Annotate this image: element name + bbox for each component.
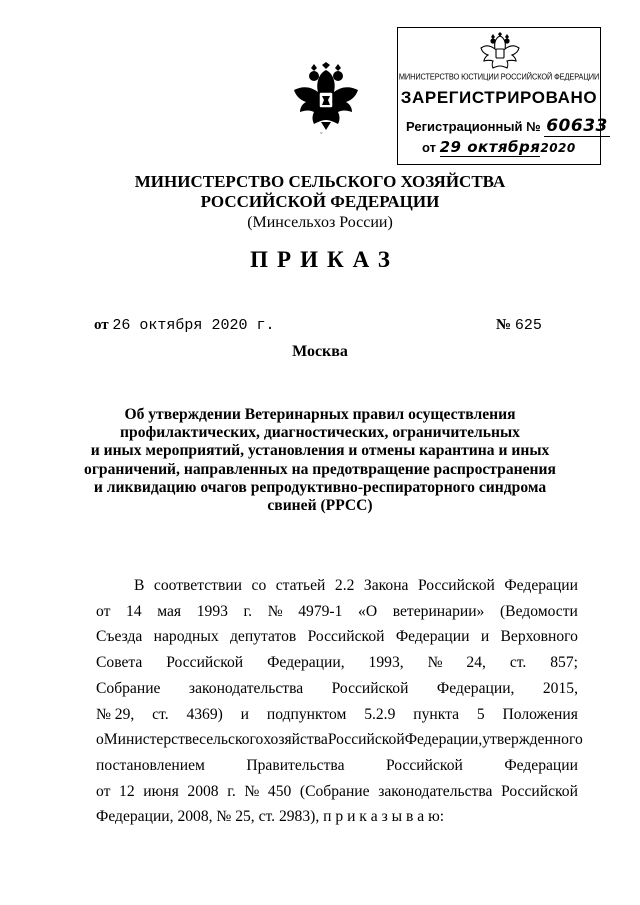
body-word: 2.2 [334,577,355,594]
body-word: № [427,654,443,672]
body-word: Совета [96,654,143,672]
body-word: В [134,577,145,594]
body-word: 4979-1 [298,602,343,620]
body-line [96,599,578,625]
title-line: свиней (РРСС) [267,497,373,515]
registration-stamp [397,27,608,165]
body-word: утвержденного [482,731,583,749]
emblem-mark: ˇ [320,131,323,140]
title-line: ограничений, направленных на предотвращение распространения [84,460,556,478]
body-word: Федерации [504,577,578,594]
body-word: Российской [501,782,578,800]
body-word: Положения [502,705,578,723]
body-word: г. [243,602,253,620]
body-word: законодательства [188,679,304,697]
body-word: июня [143,782,179,800]
body-line [96,702,578,728]
body-word: 5.2.9 [364,705,396,723]
body-word: сельского [199,731,264,749]
body-word: от [96,782,111,800]
body-word: народных [153,628,219,646]
body-word: хозяйства [263,731,328,749]
title-line: и иных мероприятий, установления и отмены карантина и иных [90,442,550,460]
body-word: Федерации, [436,679,515,697]
body-word: Российской [331,679,409,697]
body-word: со [251,577,267,594]
document-type: ПРИКАЗ [250,247,399,272]
body-word: Федерации, 2008, № 25, ст. 2983), п р и к а з ы в а ю: [96,808,445,826]
body-word: депутатов [229,628,297,646]
body-word: Собрание [96,679,161,697]
body-word: ст. [509,654,527,672]
body-word: 24, [466,654,486,672]
body-word: № 29, [96,705,135,723]
body-word: ст. [152,705,169,723]
body-word: о [96,731,104,749]
ministry-short-name: (Минсельхоз России) [247,214,393,231]
title-line: и ликвидацию очагов репродуктивно-респираторного синдрома [93,478,547,496]
title-line: профилактических, диагностических, ограничительных [120,424,520,442]
coat-of-arms-icon [291,62,361,132]
body-word: 1993 [196,602,228,620]
stamp-registration-line [406,116,610,136]
order-date-prefix: от [94,317,109,333]
body-word: Российской [417,577,495,594]
body-word: от [96,602,111,620]
order-number-label: № [496,317,512,333]
city: Москва [292,343,348,360]
body-word: 5 [476,705,485,723]
body-word: Российской [385,756,463,774]
order-body [96,573,583,830]
body-word: и [480,628,490,646]
body-word: Съезда [96,628,143,646]
body-line [96,753,578,779]
body-word: Российской [166,654,244,672]
body-word: законодательства [378,782,493,800]
body-word: 450 [267,782,292,800]
title-line: Об утверждении Ветеринарных правил осуществления [124,406,516,423]
ministry-line-2: РОССИЙСКОЙ ФЕДЕРАЦИИ [200,192,440,211]
body-word: (Собрание [299,782,370,800]
body-word: мая [157,602,182,620]
body-word: постановлением [96,756,205,774]
body-line [96,804,578,830]
stamp-ministry: МИНИСТЕРСТВО ЮСТИЦИИ РОССИЙСКОЙ ФЕДЕРАЦИИ [398,71,600,82]
body-word: Федерации, [267,654,345,672]
body-word: 857; [550,654,578,672]
body-line [96,650,578,676]
body-word: соответствии [153,577,243,594]
body-word: 14 [126,602,142,620]
stamp-coat-of-arms-icon [480,32,520,72]
body-line [96,624,578,650]
stamp-reg-number: 60633 [546,116,608,136]
body-word: ветеринарии» [392,602,485,620]
body-word: (Ведомости [499,602,578,620]
ministry-name [0,172,640,212]
ministry-line-1: МИНИСТЕРСТВО СЕЛЬСКОГО ХОЗЯЙСТВА [134,172,506,191]
body-word: Верховного [500,628,578,646]
stamp-date-prefix: от [422,140,436,155]
body-word: № [267,602,283,620]
body-word: Закона [363,577,409,594]
order-title [60,406,580,515]
body-word: Российской [327,731,405,749]
body-word: Министерстве [103,731,200,749]
body-word: Федерации, [404,731,483,749]
order-number-value: 625 [514,317,542,334]
order-date-value: 26 октября 2020 г. [112,317,275,334]
body-word: Федерации [504,756,578,774]
stamp-date-line [422,138,576,156]
stamp-status: ЗАРЕГИСТРИРОВАНО [400,88,598,107]
body-line [96,779,578,805]
body-word: Российской [307,628,385,646]
body-word: г. [227,782,236,800]
body-word: «О [358,602,378,620]
body-word: 1993, [368,654,404,672]
body-word: 12 [119,782,135,800]
order-number [496,317,542,334]
body-word: № [244,782,260,800]
stamp-date: 29 октября [439,138,541,156]
body-line [96,676,578,702]
body-word: 2008 [187,782,219,800]
body-word: подпунктом [266,705,347,723]
body-line [96,727,583,753]
stamp-year: 2020 [540,141,576,155]
body-word: пункта [413,705,460,723]
order-date [94,317,274,334]
body-line [96,573,578,599]
body-word: 4369) [186,705,223,723]
body-word: и [240,705,250,723]
stamp-reg-label: Регистрационный № [406,119,541,134]
body-word: 2015, [542,679,578,697]
body-word: Правительства [246,756,345,774]
body-word: статьей [275,577,326,594]
body-word: Федерации [395,628,470,646]
